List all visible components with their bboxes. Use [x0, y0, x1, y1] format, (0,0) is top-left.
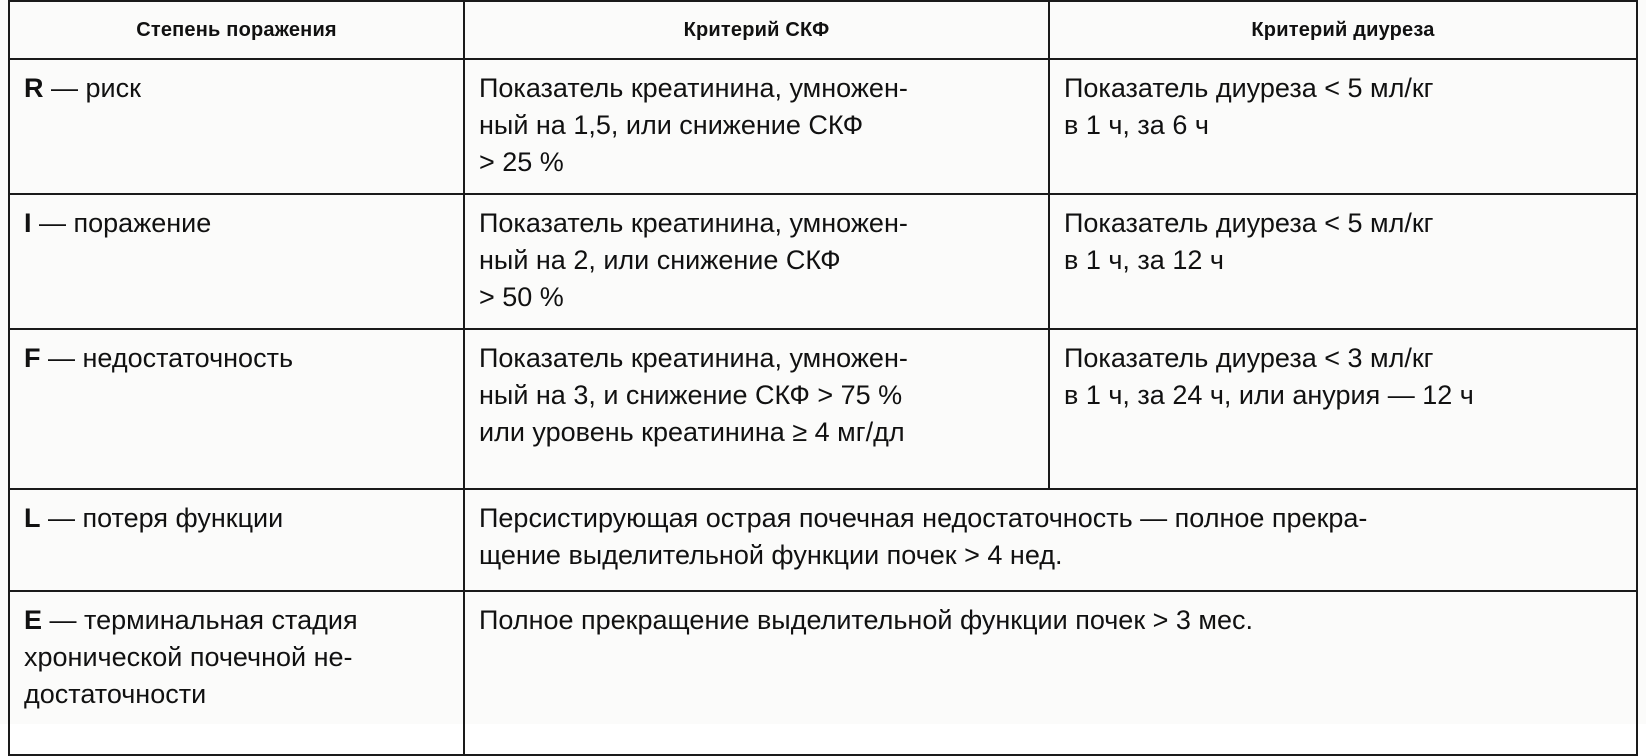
grade-label: — недостаточность — [40, 343, 294, 373]
grade-letter: R — [24, 73, 44, 103]
grade-letter: L — [24, 503, 41, 533]
rifle-criteria-table — [8, 0, 1638, 756]
gfr-criterion-cell: Показатель креатинина, умножен- ный на 1,5, или снижение СКФ > 25 % — [464, 59, 1049, 194]
grade-letter: I — [24, 208, 32, 238]
grade-letter: E — [24, 605, 43, 635]
grade-label: — риск — [43, 73, 141, 103]
table-row — [9, 489, 1637, 591]
grade-cell — [9, 329, 464, 489]
diuresis-criterion-cell: Показатель диуреза < 3 мл/кг в 1 ч, за 24 ч, или анурия — 12 ч — [1049, 329, 1637, 489]
merged-criterion-cell: Персистирующая острая почечная недостаточность — полное прекра- щение выделительной функции почек > 4 нед. — [464, 489, 1637, 591]
grade-label: — терминальная стадия хронической почечной не- достаточности — [24, 605, 358, 709]
grade-cell — [9, 489, 464, 591]
grade-cell — [9, 591, 464, 755]
grade-cell — [9, 59, 464, 194]
table-row — [9, 59, 1637, 194]
table-row — [9, 329, 1637, 489]
header-diuresis-criterion: Критерий диуреза — [1049, 1, 1637, 59]
table-header-row — [9, 1, 1637, 59]
header-grade: Степень поражения — [9, 1, 464, 59]
merged-criterion-cell: Полное прекращение выделительной функции почек > 3 мес. — [464, 591, 1637, 755]
grade-label: — поражение — [31, 208, 212, 238]
diuresis-criterion-cell: Показатель диуреза < 5 мл/кг в 1 ч, за 12 ч — [1049, 194, 1637, 329]
table-row — [9, 194, 1637, 329]
grade-cell — [9, 194, 464, 329]
gfr-criterion-cell: Показатель креатинина, умножен- ный на 3, и снижение СКФ > 75 % или уровень креатинина ≥ 4 мг/дл — [464, 329, 1049, 489]
grade-letter: F — [24, 343, 41, 373]
grade-label: — потеря функции — [40, 503, 284, 533]
gfr-criterion-cell: Показатель креатинина, умножен- ный на 2, или снижение СКФ > 50 % — [464, 194, 1049, 329]
table-row — [9, 591, 1637, 755]
header-gfr-criterion: Критерий СКФ — [464, 1, 1049, 59]
diuresis-criterion-cell: Показатель диуреза < 5 мл/кг в 1 ч, за 6 ч — [1049, 59, 1637, 194]
